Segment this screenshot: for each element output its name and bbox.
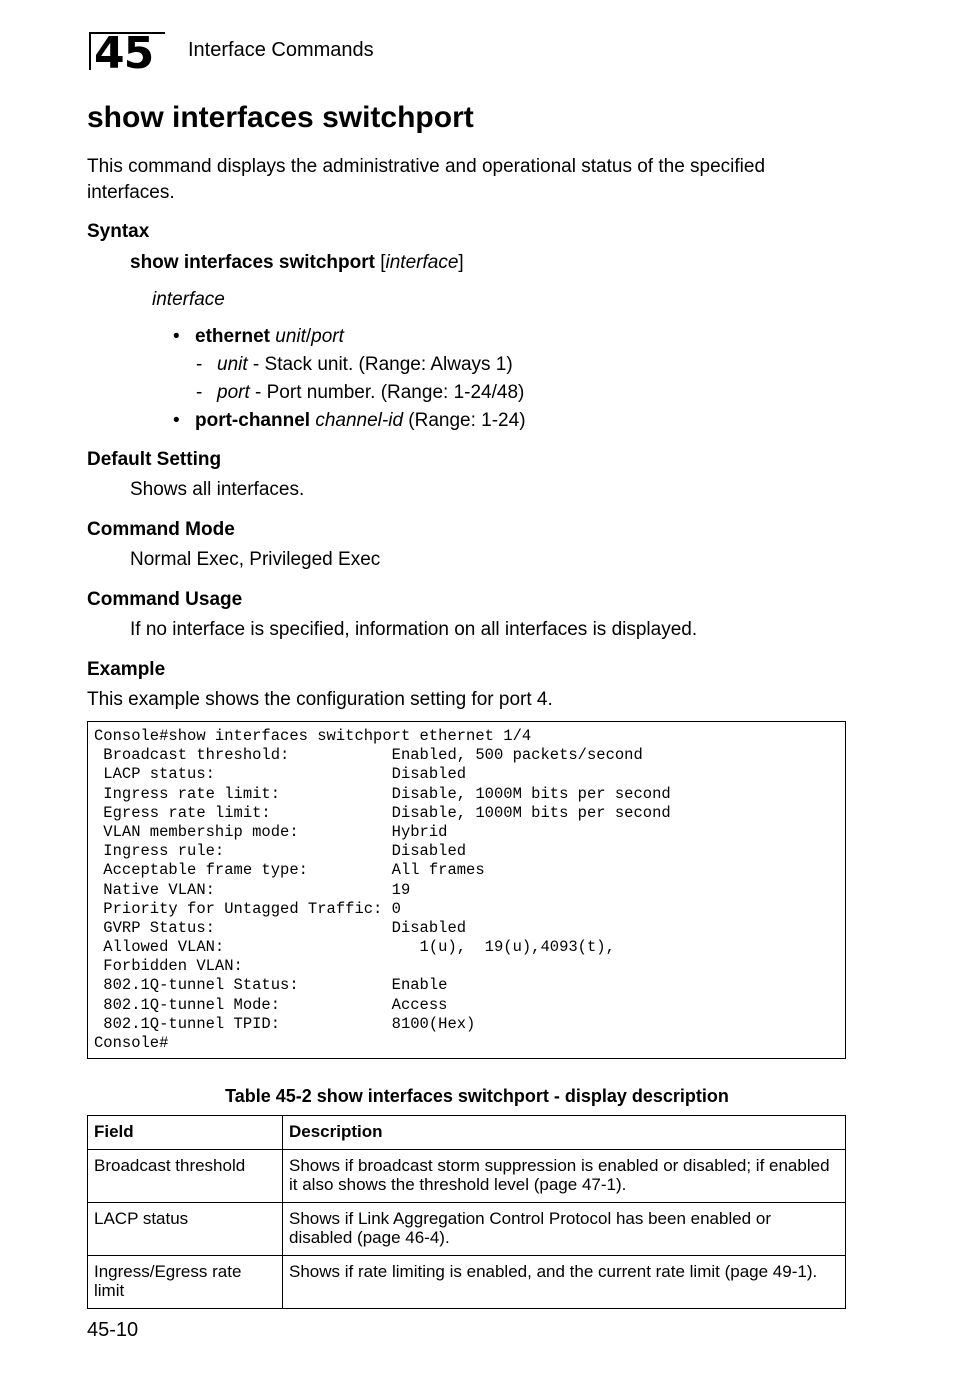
syntax-line [130, 250, 464, 276]
console-line: Allowed VLAN: 1(u), 19(u),4093(t), [94, 938, 615, 957]
syntax-heading: Syntax [87, 221, 150, 242]
console-output [87, 721, 846, 1059]
default-setting-heading: Default Setting [87, 449, 222, 470]
console-line: 802.1Q-tunnel Status: Enable [94, 976, 448, 995]
sub-unit-term: unit [217, 354, 248, 375]
sub-unit-desc: - Stack unit. (Range: Always 1) [247, 354, 513, 375]
table-header-field: Field [88, 1116, 283, 1150]
bullet-port-channel [195, 408, 526, 434]
command-mode-text: Normal Exec, Privileged Exec [130, 549, 381, 570]
console-line: Console# [94, 1034, 169, 1052]
console-line: Broadcast threshold: Enabled, 500 packets/second [94, 746, 643, 765]
default-setting-text: Shows all interfaces. [130, 479, 305, 500]
page-title: show interfaces switchport [87, 101, 474, 134]
ethernet-keyword: ethernet [195, 326, 270, 347]
console-line: Acceptable frame type: All frames [94, 861, 485, 880]
table-cell-field: Broadcast threshold [88, 1150, 283, 1203]
command-usage-text: If no interface is specified, information on all interfaces is displayed. [130, 619, 698, 640]
bullet-ethernet [195, 324, 344, 350]
sub-port-desc: - Port number. (Range: 1-24/48) [249, 382, 525, 403]
table-header-row [88, 1116, 846, 1150]
console-line: Ingress rule: Disabled [94, 842, 467, 861]
console-line: Egress rate limit: Disable, 1000M bits per second [94, 803, 671, 822]
console-line: Native VLAN: 19 [94, 880, 411, 899]
chapter-title: Interface Commands [188, 39, 374, 61]
syntax-close-bracket: ] [458, 252, 464, 273]
ethernet-unit: unit [275, 326, 306, 347]
table-header-description: Description [283, 1116, 846, 1150]
syntax-open-bracket: [ [374, 252, 386, 273]
intro-paragraph: This command displays the administrative and operational status of the specified interfaces. [87, 156, 766, 203]
example-text: This example shows the configuration setting for port 4. [87, 689, 553, 710]
table-cell-field: LACP status [88, 1203, 283, 1256]
port-channel-keyword: port-channel [195, 410, 311, 431]
console-line: LACP status: Disabled [94, 765, 467, 784]
syntax-command: show interfaces switchport [130, 252, 375, 273]
table-row [88, 1203, 846, 1256]
command-mode-heading: Command Mode [87, 519, 235, 540]
console-line: Priority for Untagged Traffic: 0 [94, 899, 401, 918]
sub-port-dash: - [196, 382, 203, 403]
bullet-ethernet-marker: • [173, 326, 180, 347]
page-number: 45-10 [87, 1319, 139, 1341]
description-table [87, 1115, 846, 1309]
table-cell-description: Shows if rate limiting is enabled, and the current rate limit (page 49-1). [283, 1256, 846, 1309]
table-row [88, 1150, 846, 1203]
bullet-port-channel-marker: • [173, 410, 180, 431]
syntax-param-name: interface [152, 289, 225, 310]
table-row [88, 1256, 846, 1309]
table-cell-field: Ingress/Egress rate limit [88, 1256, 283, 1309]
console-line: Forbidden VLAN: [94, 957, 243, 976]
syntax-param [152, 287, 225, 313]
table-cell-description: Shows if broadcast storm suppression is enabled or disabled; if enabled it also shows the threshold level (page 47-1). [283, 1150, 846, 1203]
table-cell-description: Shows if Link Aggregation Control Protocol has been enabled or disabled (page 46-4). [283, 1203, 846, 1256]
console-line: Ingress rate limit: Disable, 1000M bits per second [94, 784, 671, 803]
ethernet-slash: / [305, 326, 312, 347]
console-line: 802.1Q-tunnel TPID: 8100(Hex) [94, 1014, 476, 1033]
console-line: Console#show interfaces switchport ethernet 1/4 [94, 727, 532, 745]
ethernet-port: port [311, 326, 344, 347]
console-line: GVRP Status: Disabled [94, 918, 467, 937]
command-usage-heading: Command Usage [87, 589, 243, 610]
console-line: 802.1Q-tunnel Mode: Access [94, 995, 448, 1014]
port-channel-range: (Range: 1-24) [403, 410, 526, 431]
sub-port-term: port [217, 382, 250, 403]
chapter-number: 45 [89, 32, 165, 70]
sub-unit [217, 352, 513, 378]
syntax-argument: interface [385, 252, 459, 273]
example-heading: Example [87, 659, 166, 680]
port-channel-arg: channel-id [315, 410, 404, 431]
sub-unit-dash: - [196, 354, 203, 375]
console-line: VLAN membership mode: Hybrid [94, 822, 448, 841]
table-caption: Table 45-2 show interfaces switchport - display description [225, 1086, 729, 1106]
sub-port [217, 380, 524, 406]
